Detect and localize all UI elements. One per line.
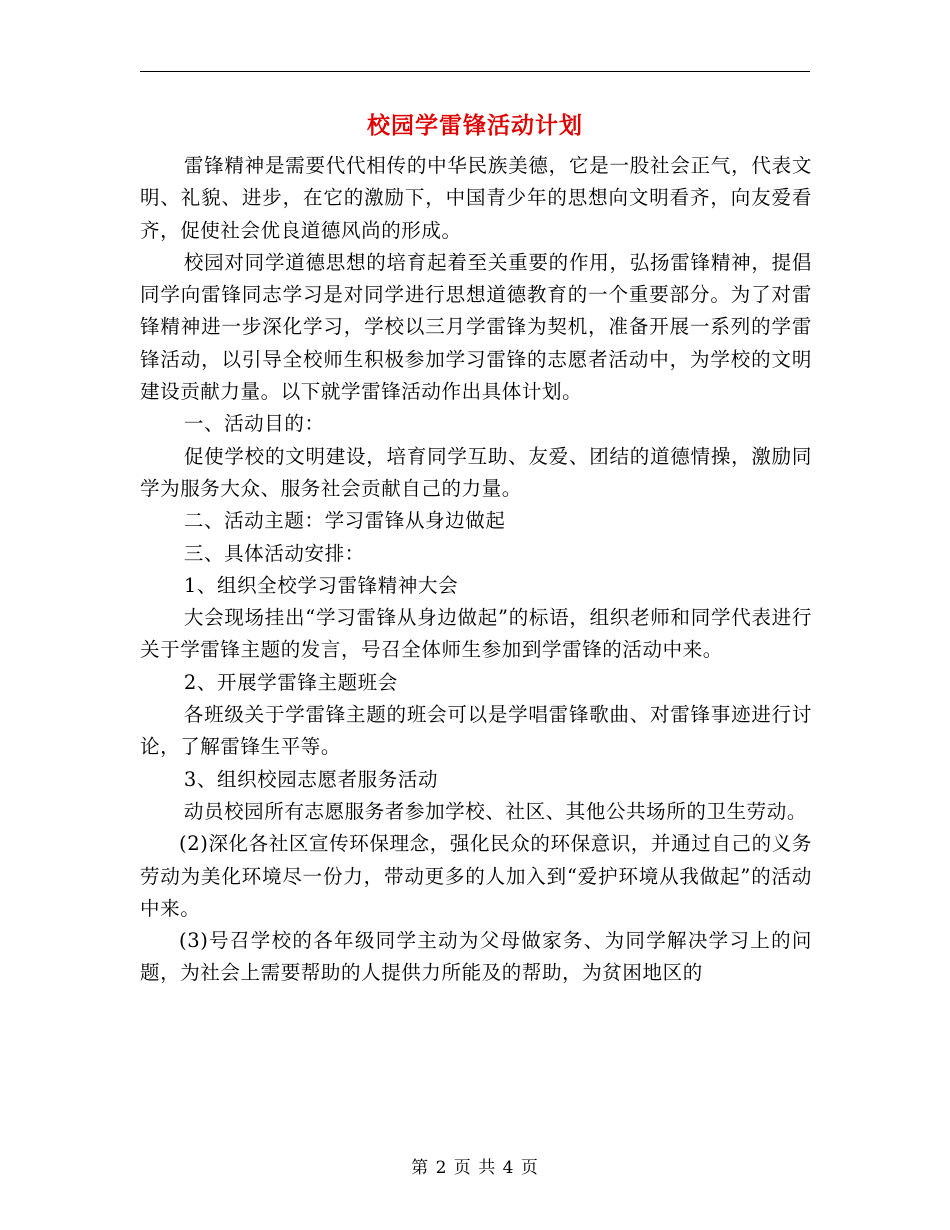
document-body xyxy=(140,150,812,990)
sub-item-2-text: (2)深化各社区宣传环保理念，强化民众的环保意识，并通过自己的义务劳动为美化环境尽一份力，带动更多的人加入到“爱护环境从我做起”的活动中来。 xyxy=(140,832,812,920)
header-rule xyxy=(140,71,810,72)
item-3-heading: 3、组织校园志愿者服务活动 xyxy=(183,767,439,791)
heading-activity-theme: 二、活动主题：学习雷锋从身边做起 xyxy=(183,509,506,533)
item-2-heading: 2、开展学雷锋主题班会 xyxy=(183,670,398,694)
item-2-text: 各班级关于学雷锋主题的班会可以是学唱雷锋歌曲、对雷锋事迹进行讨论，了解雷锋生平等。 xyxy=(140,703,812,759)
item-1-text: 大会现场挂出“学习雷锋从身边做起”的标语，组织老师和同学代表进行关于学雷锋主题的发言，号召全体师生参加到学雷锋的活动中来。 xyxy=(140,606,812,662)
paragraph-background: 校园对同学道德思想的培育起着至关重要的作用，弘扬雷锋精神，提倡同学向雷锋同志学习是对同学进行思想道德教育的一个重要部分。为了对雷锋精神进一步深化学习，学校以三月学雷锋为契机，准备开展一系列的学雷锋活动，以引导全校师生积极参加学习雷锋的志愿者活动中，为学校的文明建设贡献力量。以下就学雷锋活动作出具体计划。 xyxy=(140,250,812,404)
item-3-text: 动员校园所有志愿服务者参加学校、社区、其他公共场所的卫生劳动。 xyxy=(183,799,807,823)
document-title: 校园学雷锋活动计划 xyxy=(367,112,583,139)
item-1-heading: 1、组织全校学习雷锋精神大会 xyxy=(183,573,459,597)
sub-item-3-text: (3)号召学校的各年级同学主动为父母做家务、为同学解决学习上的问题，为社会上需要帮助的人提供力所能及的帮助，为贫困地区的 xyxy=(140,929,812,985)
page-footer: 第 2 页 共 4 页 xyxy=(411,1158,539,1178)
paragraph-intro: 雷锋精神是需要代代相传的中华民族美德，它是一股社会正气，代表文明、礼貌、进步，在它的激励下，中国青少年的思想向文明看齐，向友爱看齐，促使社会优良道德风尚的形成。 xyxy=(140,154,812,242)
heading-activity-purpose: 一、活动目的： xyxy=(183,412,325,436)
heading-activity-arrangement: 三、具体活动安排： xyxy=(183,541,365,565)
paragraph-purpose: 促使学校的文明建设，培育同学互助、友爱、团结的道德情操，激励同学为服务大众、服务社会贡献自己的力量。 xyxy=(140,444,812,500)
